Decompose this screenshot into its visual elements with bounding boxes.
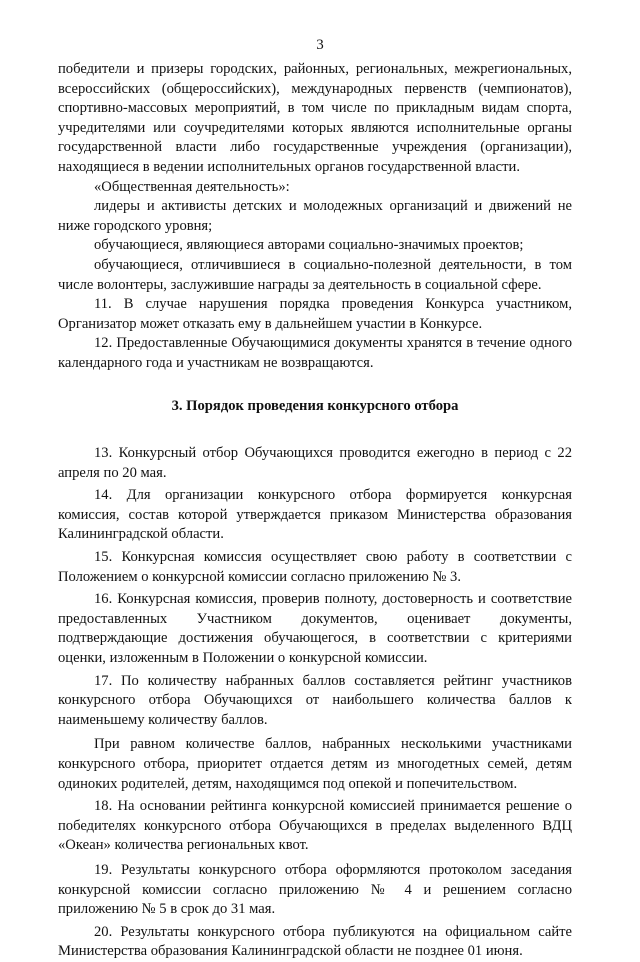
document-body <box>58 60 572 962</box>
paragraph-winners: победители и призеры городских, районных, региональных, межрегиональных, всероссийских (общероссийских), международных первенств (чемпионатов), спортивно-массовых мероприятий, в том числе по прикладным видам спорта, учредителями или соучредителями которых являются исполнительные органы государственной власти либо государственные учреждения (организации), находящиеся в ведении исполнительных органов государственной власти. <box>58 61 572 175</box>
paragraph-volunteers: обучающиеся, отличившиеся в социально-полезной деятельности, в том числе волонтеры, заслужившие награды за деятельность в социальной сфере. <box>58 256 572 293</box>
paragraph-item-18: 18. На основании рейтинга конкурсной комиссией принимается решение о победителях конкурсного отбора Обучающихся в пределах выделенного ВДЦ «Океан» количества региональных квот. <box>58 798 572 854</box>
paragraph-item-20: 20. Результаты конкурсного отбора публикуются на официальном сайте Министерства образования Калининградской области не позднее 01 июня. <box>58 923 572 960</box>
paragraph-item-19: 19. Результаты конкурсного отбора оформляются протоколом заседания конкурсной комиссии согласно приложению № 4 и решением согласно приложению № 5 в срок до 31 мая. <box>58 861 572 918</box>
paragraph-item-16: 16. Конкурсная комиссия, проверив полноту, достоверность и соответствие предоставленных Участником документов, оценивает документы, подтверждающие достижения обучающегося, в соответствии с критериями оценки, изложенным в Положении о конкурсной комиссии. <box>58 591 572 667</box>
paragraph-leaders: лидеры и активисты детских и молодежных организаций и движений не ниже городского уровня; <box>58 198 572 234</box>
section-heading: 3. Порядок проведения конкурсного отбора <box>171 397 459 414</box>
paragraph-item-14: 14. Для организации конкурсного отбора формируется конкурсная комиссия, состав которой утверждается приказом Министерства образования Калининградской области. <box>58 487 572 543</box>
paragraph-item-17: 17. По количеству набранных баллов составляется рейтинг участников конкурсного отбора Обучающихся от наибольшего количества баллов к наименьшему количеству баллов. <box>58 672 572 728</box>
paragraph-item-12: 12. Предоставленные Обучающимися документы хранятся в течение одного календарного года и участникам не возвращаются. <box>58 335 572 371</box>
paragraph-item-15: 15. Конкурсная комиссия осуществляет свою работу в соответствии с Положением о конкурсной комиссии согласно приложению № 3. <box>58 549 572 585</box>
paragraph-equal-score-priority: При равном количестве баллов, набранных несколькими участниками конкурсного отбора, приоритет отдается детям из многодетных семей, детям одиноких родителей, детям, находящимся под опекой и попечительством. <box>58 736 572 792</box>
paragraph-item-13: 13. Конкурсный отбор Обучающихся проводится ежегодно в период с 22 апреля по 20 мая. <box>58 445 572 481</box>
paragraph-project-authors: обучающиеся, являющиеся авторами социально-значимых проектов; <box>94 237 524 254</box>
paragraph-social-activity-title: «Общественная деятельность»: <box>94 178 290 195</box>
page-number: 3 <box>316 37 324 53</box>
paragraph-item-11: 11. В случае нарушения порядка проведения Конкурса участником, Организатор может отказать ему в дальнейшем участии в Конкурсе. <box>58 296 572 332</box>
